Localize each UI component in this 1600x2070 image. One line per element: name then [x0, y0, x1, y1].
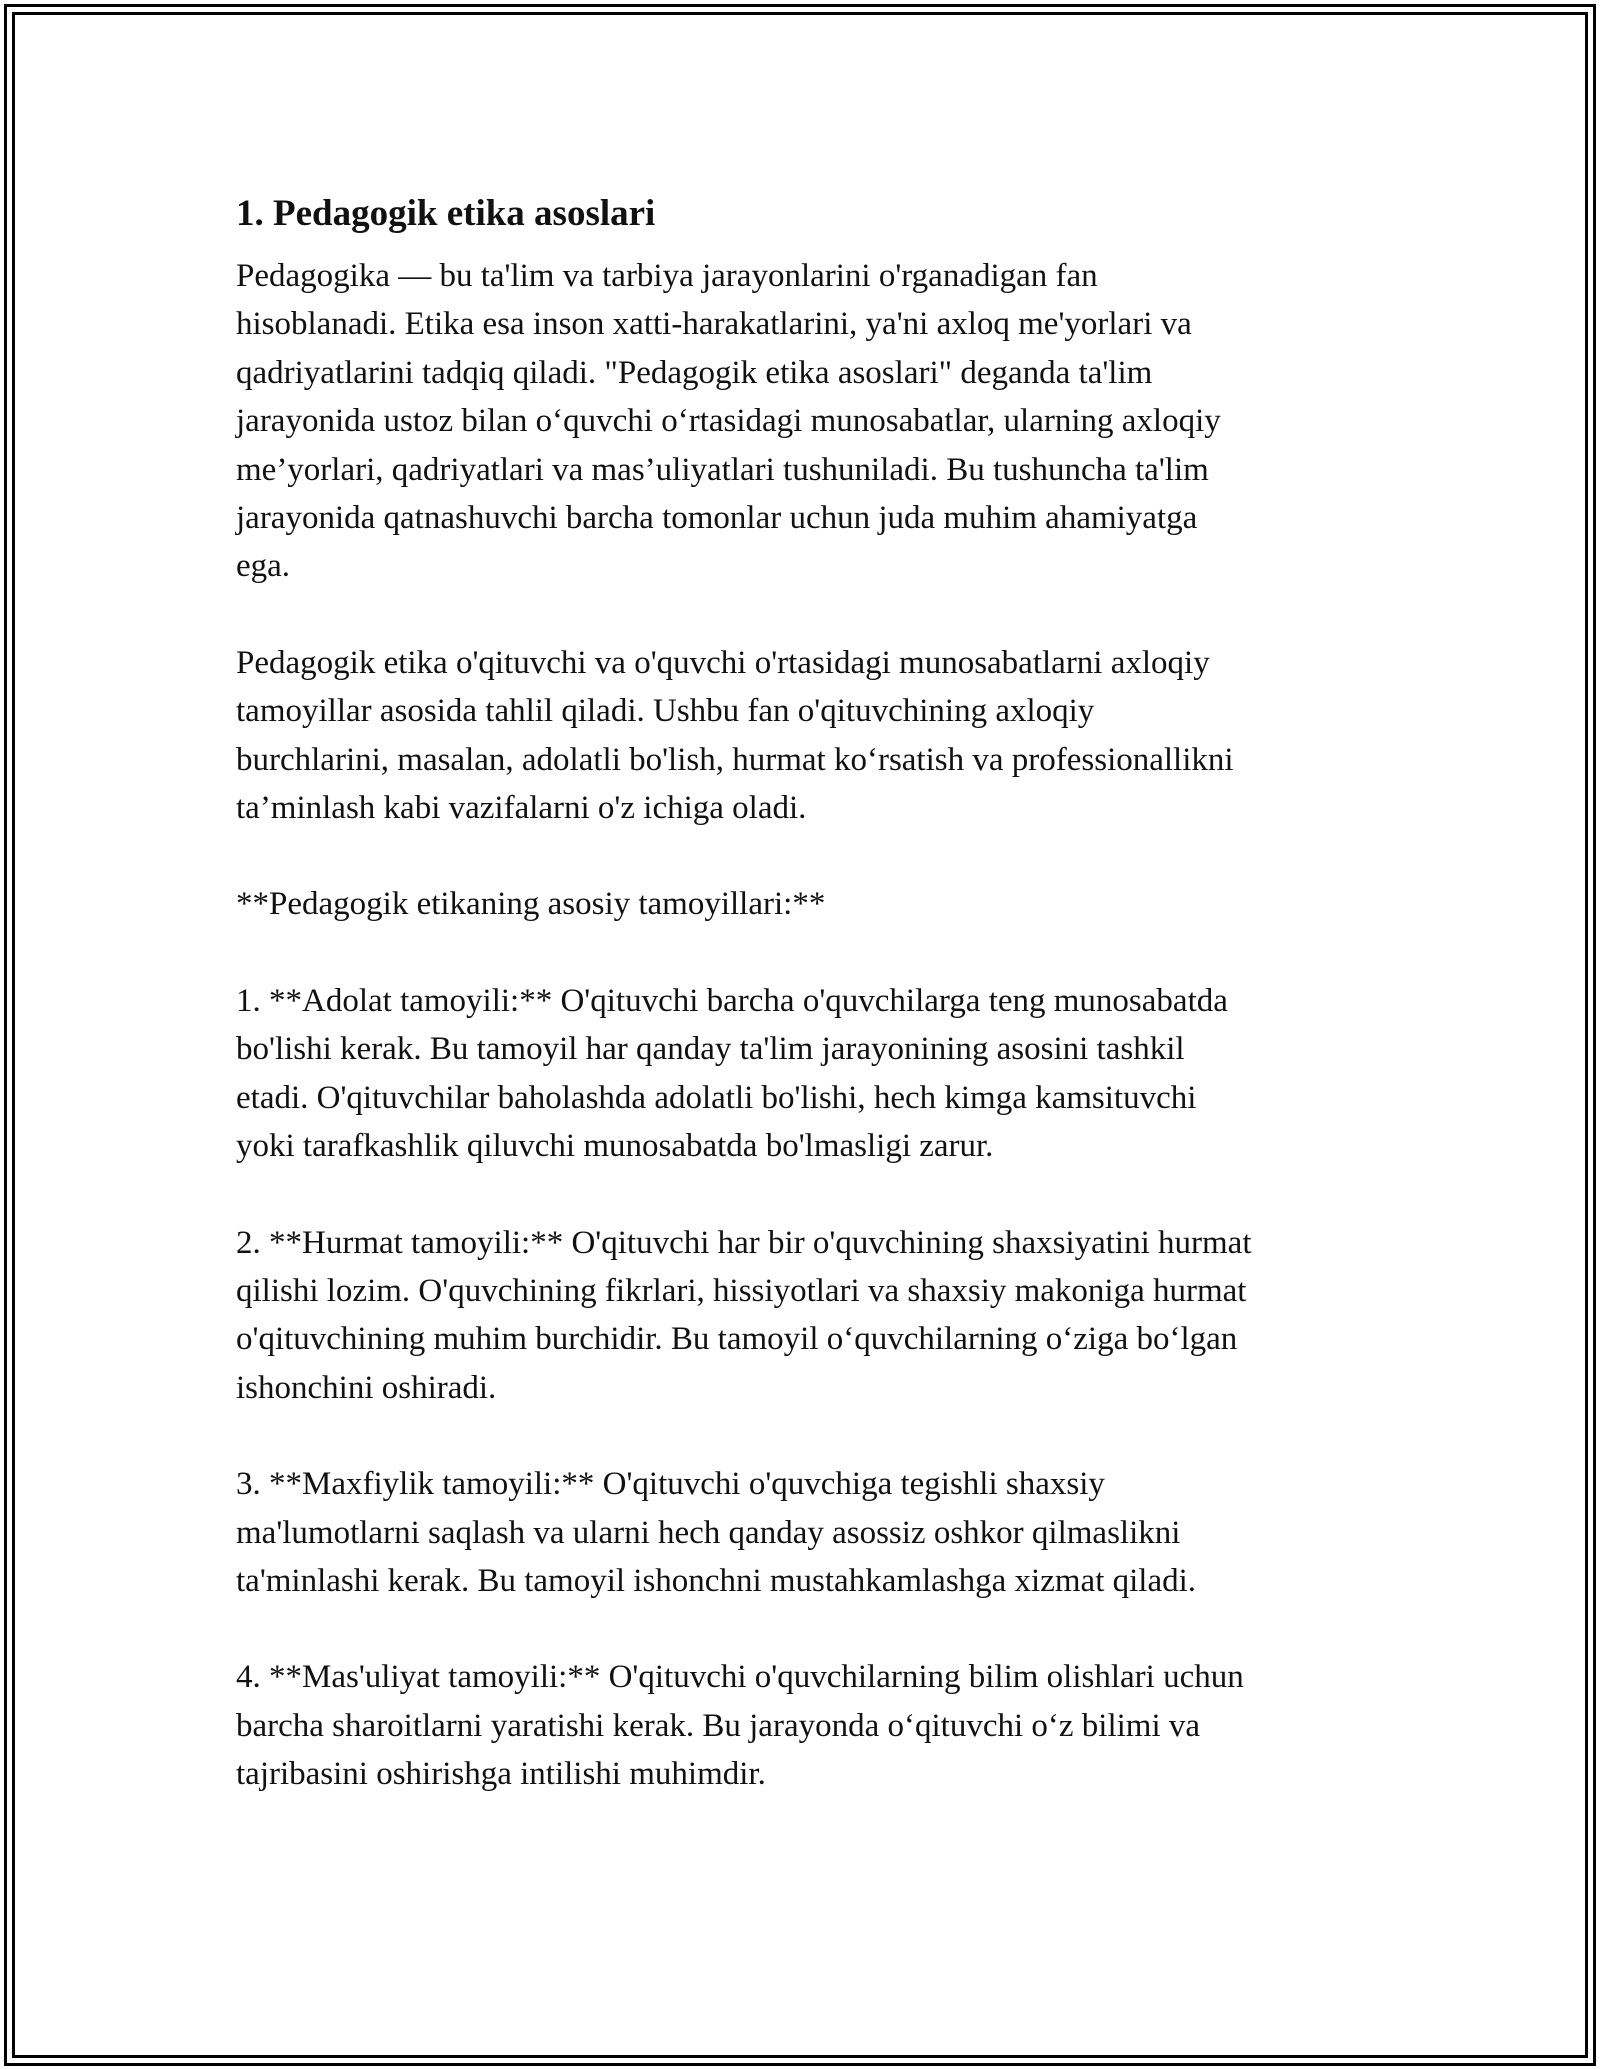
paragraph-spacer: [236, 929, 1376, 977]
paragraph-spacer: [236, 832, 1376, 880]
paragraph-spacer: [236, 1412, 1376, 1460]
paragraph-spacer: [236, 1605, 1376, 1653]
heading-spacer: [236, 244, 1376, 252]
document-body: [236, 184, 1376, 1799]
paragraph-spacer: [236, 591, 1376, 639]
principle-respect: 2. **Hurmat tamoyili:** O'qituvchi har bir o'quvchining shaxsiyatini hurmat qilishi lozim. O'quvchining fikrlari, hissiyotlari va shaxsiy makoniga hurmat o'qituvchining muhim burchidir. Bu tamoyil o‘quvchilarning o‘ziga bo‘lgan ishonchini oshiradi.: [236, 1224, 1252, 1406]
section-heading: 1. Pedagogik etika asoslari: [236, 193, 656, 234]
principle-responsibility: 4. **Mas'uliyat tamoyili:** O'qituvchi o'quvchilarning bilim olishlari uchun barcha sharoitlarni yaratishi kerak. Bu jarayonda o‘qituvchi o‘z bilimi va tajribasini oshirishga intilishi muhimdir.: [236, 1659, 1244, 1793]
paragraph-spacer: [236, 1171, 1376, 1219]
paragraph-intro: Pedagogika — bu ta'lim va tarbiya jarayonlarini o'rganadigan fan hisoblanadi. Etika esa inson xatti-harakatlarini, ya'ni axloq me'yorlari va qadriyatlarini tadqiq qiladi. "Pedagogik etika asoslari" deganda ta'lim jarayonida ustoz bilan o‘quvchi o‘rtasidagi munosabatlar, ularning axloqiy me’yorlari, qadriyatlari va mas’uliyatlari tushuniladi. Bu tushuncha ta'lim jarayonida qatnashuvchi barcha tomonlar uchun juda muhim ahamiyatga ega.: [236, 258, 1221, 585]
principle-justice: 1. **Adolat tamoyili:** O'qituvchi barcha o'quvchilarga teng munosabatda bo'lishi kerak. Bu tamoyil har qanday ta'lim jarayonining asosini tashkil etadi. O'qituvchilar baholashda adolatli bo'lishi, hech kimga kamsituvchi yoki tarafkashlik qiluvchi munosabatda bo'lmasligi zarur.: [236, 982, 1228, 1165]
paragraph-overview: Pedagogik etika o'qituvchi va o'quvchi o'rtasidagi munosabatlarni axloqiy tamoyillar asosida tahlil qiladi. Ushbu fan o'qituvchining axloqiy burchlarini, masalan, adolatli bo'lish, hurmat ko‘rsatish va professionallikni ta’minlash kabi vazifalarni o'z ichiga oladi.: [236, 644, 1234, 827]
principle-confidentiality: 3. **Maxfiylik tamoyili:** O'qituvchi o'quvchiga tegishli shaxsiy ma'lumotlarni saqlash va ularni hech qanday asossiz oshkor qilmaslikni ta'minlashi kerak. Bu tamoyil ishonchni mustahkamlashga xizmat qiladi.: [236, 1466, 1197, 1599]
principles-subheading: **Pedagogik etikaning asosiy tamoyillari:**: [236, 886, 826, 923]
